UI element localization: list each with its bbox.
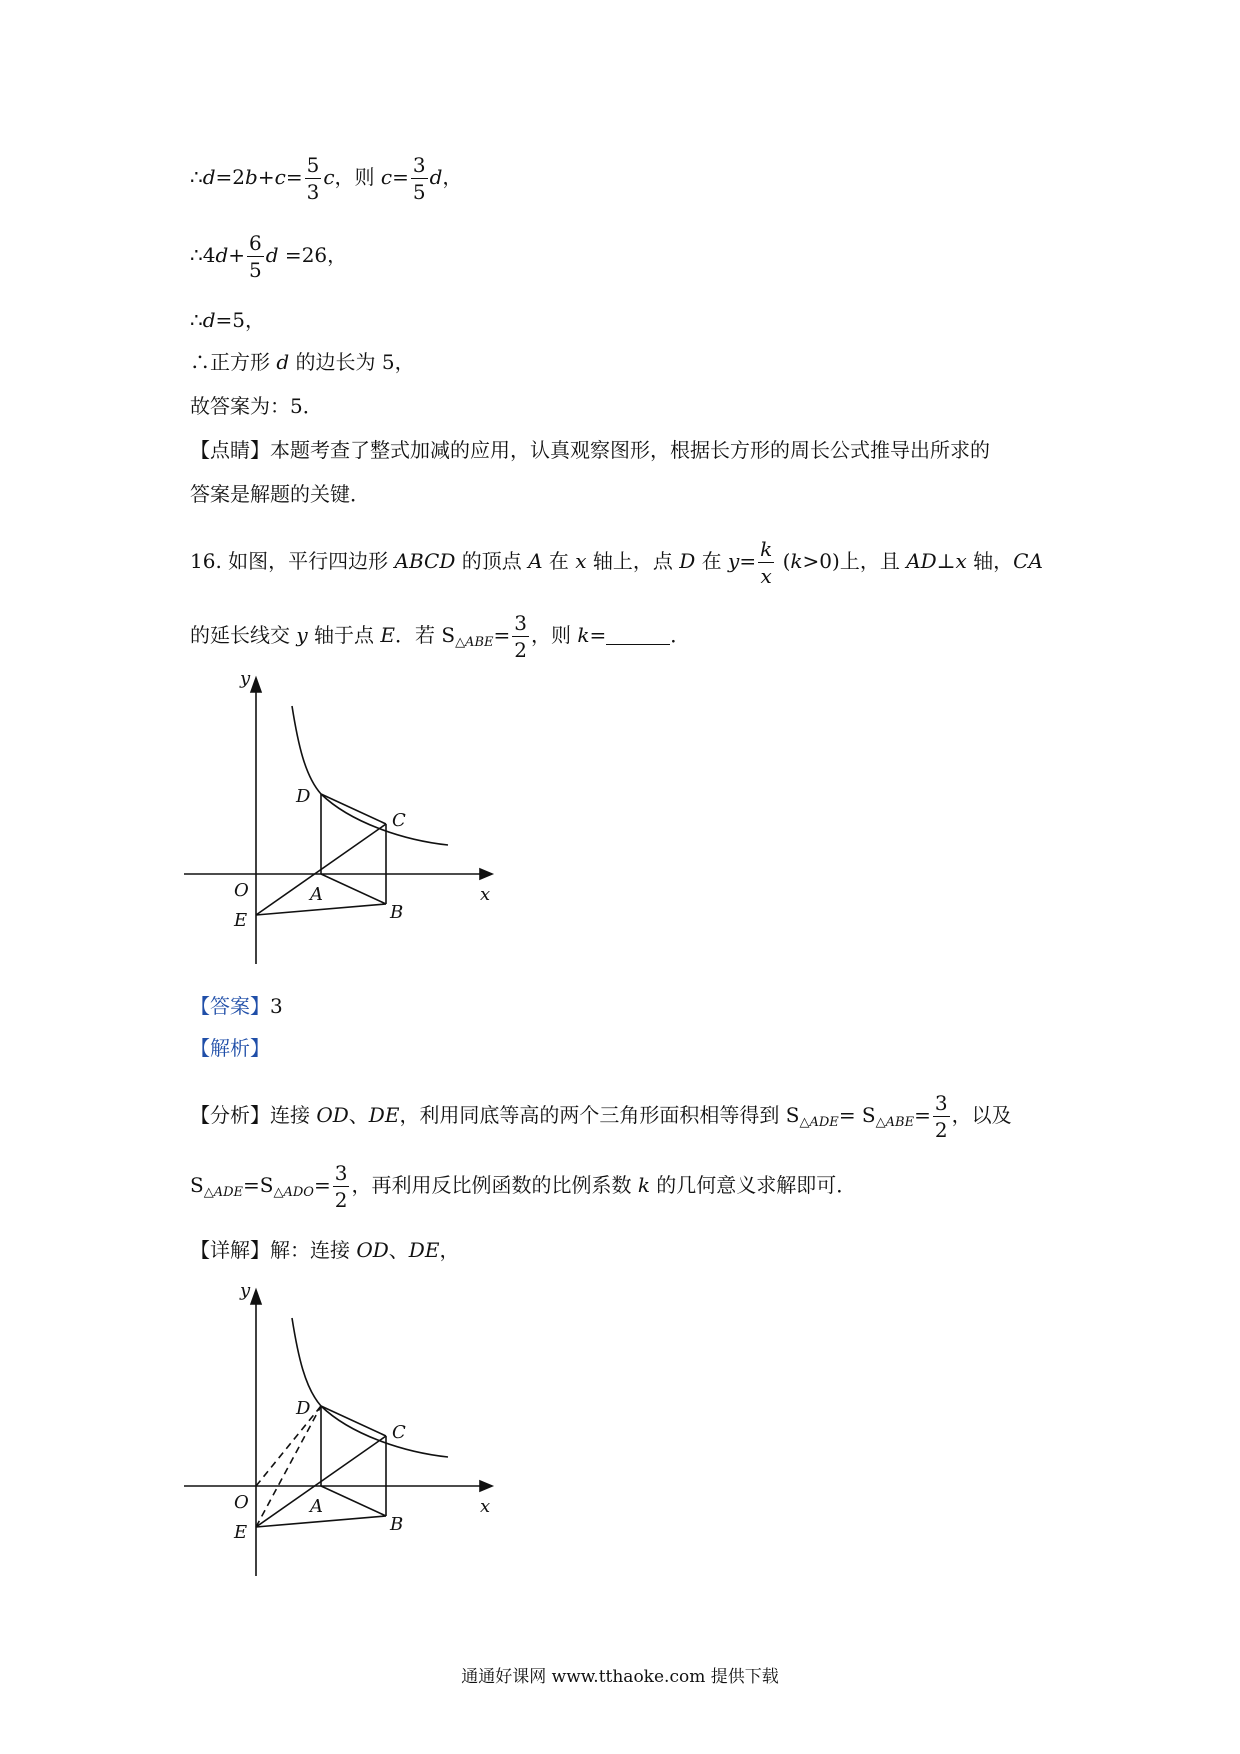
fraction: $\frac{6}{5}$: [249, 231, 262, 282]
dianjing-line-2: 答案是解题的关键．: [190, 482, 370, 506]
dianjing-line-1: 【点睛】本题考查了整式加减的应用，认真观察图形，根据长方形的周长公式推导出所求的: [190, 438, 990, 462]
label-x: x: [480, 884, 491, 905]
dashed-segment-od: [256, 1406, 321, 1486]
label-e: E: [234, 1522, 248, 1543]
segment-eb: [256, 904, 386, 915]
question-16-line-2: 的延长线交 y 轴于点 E．若 $S_{\triangle ABE}=$ $\frac{3}{2}$ ，则 k= ．: [190, 611, 691, 662]
answer-value: 3: [270, 994, 283, 1018]
figure-2: [180, 1276, 500, 1596]
label-d: D: [296, 786, 311, 807]
question-16-line-1: 16. 如图，平行四边形 ABCD 的顶点 A 在 x 轴上，点 D 在 y= $\frac{k}{x}$ (k>0)上，且 AD⊥x 轴，CA: [190, 537, 1043, 588]
fenxi-line-1: 【分析】连接 OD、DE，利用同底等高的两个三角形面积相等得到 $S_{\triangle ADE}= S_{\triangle ABE}=$ $\frac{3}{2}$ ，以及: [190, 1091, 1012, 1142]
solution-line-3: ∴d=5，: [190, 308, 266, 332]
fraction: $\frac{3}{5}$: [412, 153, 426, 204]
xiangjie-line: 【详解】解：连接 OD、DE，: [190, 1238, 460, 1262]
label-x: x: [480, 1496, 491, 1517]
hyperbola-curve: [292, 1318, 448, 1457]
x-axis-arrow: [480, 869, 492, 879]
answer-line: [190, 992, 283, 1020]
solution-line-5: 故答案为：5．: [190, 394, 323, 418]
segment-ab: [321, 874, 386, 904]
label-c: C: [392, 810, 406, 831]
answer-blank: [606, 624, 670, 645]
solution-line-4: ∴正方形 d 的边长为 5，: [190, 350, 415, 374]
label-e: E: [234, 910, 248, 931]
x-axis-arrow: [480, 1481, 492, 1491]
segment-dc: [321, 1406, 386, 1436]
page-footer: 通通好课网 www.tthaoke.com 提供下载: [461, 1667, 779, 1687]
figure-1: [180, 664, 500, 984]
fenxi-line-2: $S_{\triangle ADE}=S_{\triangle ADO}=$ $\frac{3}{2}$ ，再利用反比例函数的比例系数 k 的几何意义求解即可．: [190, 1161, 857, 1212]
fraction: $\frac{5}{3}$: [306, 153, 320, 204]
label-y: y: [240, 668, 251, 689]
y-axis-arrow: [251, 1290, 261, 1304]
label-b: B: [390, 902, 404, 923]
solution-line-2: ∴4d+ $\frac{6}{5}$ d =26，: [190, 231, 348, 282]
fraction: $\frac{3}{2}$: [334, 1161, 348, 1212]
segment-dc: [321, 794, 386, 824]
fraction: $\frac{3}{2}$: [514, 611, 527, 662]
label-o: O: [234, 1492, 249, 1513]
segment-eb: [256, 1516, 386, 1527]
fraction: $\frac{3}{2}$: [934, 1091, 948, 1142]
hyperbola-curve: [292, 706, 448, 845]
segment-ab: [321, 1486, 386, 1516]
analysis-label: 【解析】: [190, 1036, 270, 1060]
fraction: $\frac{k}{x}$: [760, 537, 773, 588]
label-y: y: [240, 1280, 251, 1301]
answer-label: 【答案】: [190, 994, 270, 1018]
label-a: A: [310, 1496, 323, 1517]
label-o: O: [234, 880, 249, 901]
label-b: B: [390, 1514, 404, 1535]
label-a: A: [310, 884, 323, 905]
label-d: D: [296, 1398, 311, 1419]
y-axis-arrow: [251, 678, 261, 692]
solution-line-1: ∴d=2b+c= $\frac{5}{3}$ c，则 c= $\frac{3}{5}$ d，: [190, 153, 463, 204]
label-c: C: [392, 1422, 406, 1443]
